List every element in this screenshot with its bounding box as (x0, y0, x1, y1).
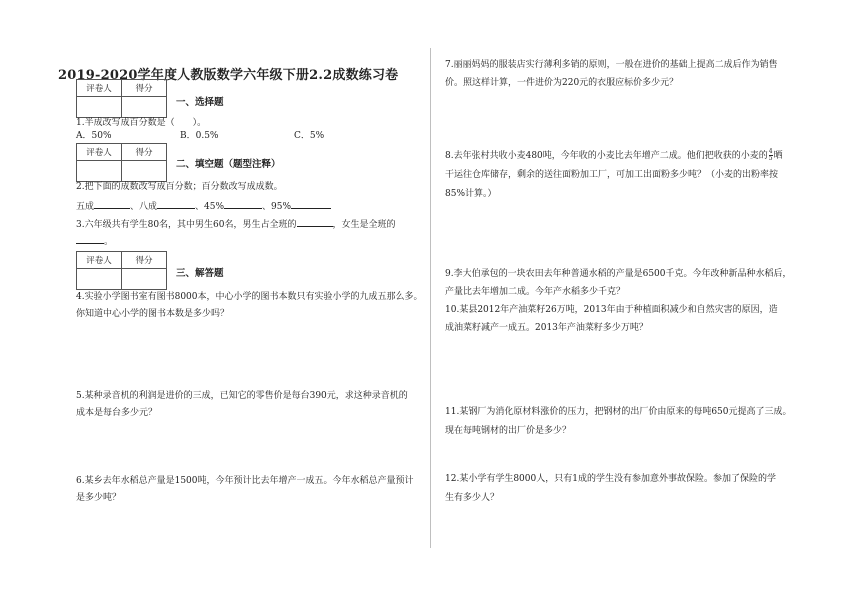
answer-blank[interactable] (157, 199, 195, 209)
q4-line: 4.实验小学图书室有图书8000本，中心小学的图书本数只有实验小学的九成五那么多。 (76, 292, 423, 302)
q2-item: 、八成 (130, 202, 158, 212)
section2-heading: 二、填空题（题型注释） (176, 159, 281, 170)
score-box-1 (76, 79, 167, 118)
q1-option-a[interactable]: A．50% (76, 131, 112, 141)
q5-line: 成本是每台多少元？ (76, 408, 158, 418)
fraction-numerator: 4 (768, 148, 773, 155)
q6-line: 6.某乡去年水稻总产量是1500吨，今年预计比去年增产一成五。今年水稻总产量预计 (76, 476, 414, 486)
question-11 (445, 406, 792, 438)
question-10 (445, 304, 778, 335)
reviewer-cell[interactable] (77, 269, 122, 290)
question-1: 1.半成改写成百分数是（ ）。 (76, 118, 207, 128)
question-5 (76, 390, 408, 420)
score-cell[interactable] (122, 269, 167, 290)
reviewer-label: 评卷人 (77, 144, 122, 161)
q2-item: 、45% (195, 202, 225, 212)
answer-blank[interactable] (76, 234, 104, 244)
score-box-2 (76, 143, 167, 182)
q7-line: 价。照这样计算，一件进价为220元的衣服应标价多少元？ (445, 78, 679, 88)
q12-line: 12.某小学有学生8000人，只有1成的学生没有参加意外事故保险。参加了保险的学 (445, 474, 776, 484)
q2-item: 五成 (76, 202, 95, 212)
score-label: 得分 (122, 144, 167, 161)
score-cell[interactable] (122, 161, 167, 182)
question-4 (76, 291, 423, 321)
q10-line: 10.某县2012年产油菜籽26万吨，2013年由于种植面积减少和自然灾害的原因，造 (445, 305, 778, 315)
fraction-denominator: 5 (768, 155, 773, 162)
q3-text-b: ，女生是全班的 (332, 220, 396, 230)
q9-line: 产量比去年增加二成。今年产水稻多少千克？ (445, 287, 626, 297)
fraction-four-fifths (769, 149, 773, 162)
question-6 (76, 475, 414, 505)
question-7 (445, 59, 778, 90)
q8-text-a: 8.去年张村共收小麦480吨，今年收的小麦比去年增产二成。他们把收获的小麦的 (445, 151, 768, 161)
section1-heading: 一、选择题 (176, 97, 224, 108)
section3-heading: 三、解答题 (176, 268, 224, 279)
score-cell[interactable] (122, 97, 167, 118)
answer-blank[interactable] (291, 199, 331, 209)
q8-text-b: 晒 (773, 151, 783, 161)
question-12 (445, 473, 776, 505)
score-box-3 (76, 251, 167, 290)
reviewer-cell[interactable] (77, 161, 122, 182)
q5-line: 5.某种录音机的利润是进价的三成，已知它的零售价是每台390元，求这种录音机的 (76, 391, 408, 401)
question-3-line2 (76, 234, 113, 249)
question-3 (76, 217, 396, 232)
q2-items (76, 199, 331, 214)
q8-line: 85%计算。） (445, 189, 497, 199)
q3-text-a: 3.六年级共有学生80名，其中男生60名，男生占全班的 (76, 220, 297, 230)
question-8 (445, 149, 783, 201)
q3-text-c: 。 (104, 237, 114, 247)
column-divider (430, 48, 431, 548)
q8-line: 干运往仓库储存，剩余的送往面粉加工厂，可加工出面粉多少吨？（小麦的出粉率按 (445, 170, 779, 180)
answer-blank[interactable] (297, 217, 333, 227)
q1-option-c[interactable]: C．5% (294, 131, 325, 141)
reviewer-label: 评卷人 (77, 252, 122, 269)
q1-option-b[interactable]: B．0.5% (180, 131, 219, 141)
reviewer-label: 评卷人 (77, 80, 122, 97)
q9-line: 9.李大伯承包的一块农田去年种普通水稻的产量是6500千克。今年改种新品种水稻后， (445, 269, 792, 279)
q11-line: 11.某钢厂为消化原材料涨价的压力，把钢材的出厂价由原来的每吨650元提高了三成。 (445, 407, 792, 417)
q4-line: 你知道中心小学的图书本数是多少吗？ (76, 309, 230, 319)
score-label: 得分 (122, 252, 167, 269)
question-9 (445, 268, 792, 299)
answer-blank[interactable] (94, 199, 130, 209)
q7-line: 7.丽丽妈妈的服装店实行薄利多销的原则，一般在进价的基础上提高二成后作为销售 (445, 60, 778, 70)
reviewer-cell[interactable] (77, 97, 122, 118)
page-title: 2019-2020学年度人教版数学六年级下册2.2成数练习卷 (58, 68, 399, 83)
q11-line: 现在每吨钢材的出厂价是多少？ (445, 426, 572, 436)
q6-line: 是多少吨？ (76, 493, 122, 503)
q10-line: 成油菜籽减产一成五。2013年产油菜籽多少万吨？ (445, 323, 648, 333)
question-2: 2.把下面的成数改写成百分数；百分数改写成成数。 (76, 182, 283, 192)
q12-line: 生有多少人？ (445, 493, 500, 503)
score-label: 得分 (122, 80, 167, 97)
q2-item: 、95% (262, 202, 292, 212)
q8-line (445, 149, 783, 163)
answer-blank[interactable] (224, 199, 262, 209)
